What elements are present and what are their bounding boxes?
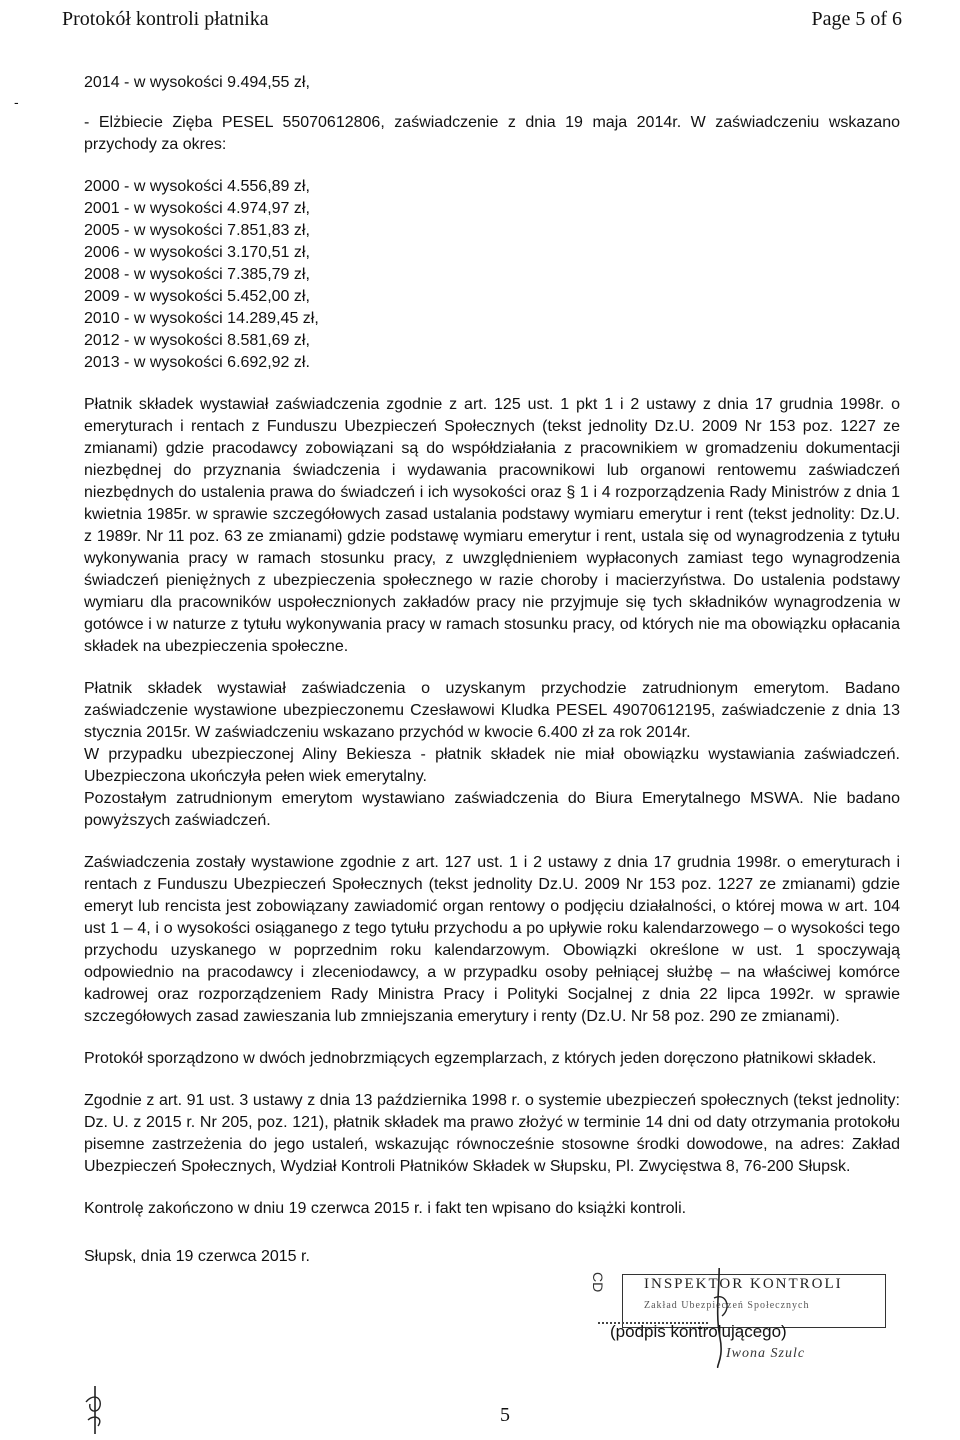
continuation-line: 2014 - w wysokości 9.494,55 zł, (84, 74, 310, 91)
handwritten-signature (598, 1268, 902, 1368)
paragraph-control-end: Kontrolę zakończono w dniu 19 czerwca 2015 r. i fakt ten wpisano do książki kontroli. (84, 1200, 687, 1217)
list-item: 2008 - w wysokości 7.385,79 zł, (84, 266, 310, 283)
document-body (84, 72, 900, 1288)
list-item: 2001 - w wysokości 4.974,97 zł, (84, 200, 310, 217)
certificate-block (84, 112, 900, 374)
margin-mark: - (14, 94, 19, 110)
inspector-signature-block (598, 1268, 902, 1368)
list-item: 2005 - w wysokości 7.851,83 zł, (84, 222, 310, 239)
page-indicator: Page 5 of 6 (811, 8, 902, 30)
place-and-date: Słupsk, dnia 19 czerwca 2015 r. (84, 1248, 310, 1265)
paragraph-pensioner-certificates: Płatnik składek wystawiał zaświadczenia o uzyskanym przychodzie zatrudnionym emerytom. Badano zaświadczenie wystawione ubezpieczonemu Czesławowi Kludka PESEL 49070612195, zaświadczenie z dnia 13 stycznia 2015r. W zaświadczeniu wskazano przychód w kwocie 6.400 zł za rok 2014r. W przypadku ubezpieczonej Aliny Bekiesza - płatnik składek nie miał obowiązku wystawiania zaświadczeń. Ubezpieczona ukończyła pełen wiek emerytalny. Pozostałym zatrudnionym emerytom wystawiano zaświadczenia do Biura Emerytalnego MSWA. Nie badano powyższych zaświadczeń. (84, 680, 900, 829)
stamp-title: INSPEKTOR KONTROLI (644, 1276, 843, 1292)
list-item: 2010 - w wysokości 14.289,45 zł, (84, 310, 319, 327)
paragraph-certificates-compliance: Zaświadczenia zostały wystawione zgodnie z art. 127 ust. 1 i 2 ustawy z dnia 17 grudnia 1998r. o emeryturach i rentach z Funduszu Ubezpieczeń Społecznych (tekst jednolity Dz.U. 2009 Nr 153 poz. 1227 ze zmianami) gdzie emeryt lub rencista jest zobowiązany zawiadomić organ rentowy o podjęciu działalności, o której mowa w art. 104 ust 1 – 4, i o wysokości osiąganego z tego tytułu przychodu a po upływie roku kalendarzowego – o wysokości tego przychodu uzyskanego w poprzednim roku kalendarzowym. Obowiązki określone w ust. 1 spoczywają odpowiednio na pracodawcy i zleceniodawcy, a w przypadku osoby pełniącej służbę – na właściwej komórce kadrowej oraz rozporządzeniem Rady Ministra Pracy i Polityki Socjalnej z dnia 22 lipca 1992r. w sprawie szczegółowych zasad zawieszania lub zmniejszania emerytury i renty (Dz.U. Nr 58 poz. 290 ze zmianami). (84, 854, 900, 1025)
list-item: 2009 - w wysokości 5.452,00 zł, (84, 288, 310, 305)
certificate-intro: - Elżbiecie Zięba PESEL 55070612806, zaświadczenie z dnia 19 maja 2014r. W zaświadczeniu wskazano przychody za okres: (84, 114, 900, 153)
list-item: 2006 - w wysokości 3.170,51 zł, (84, 244, 310, 261)
list-item: 2000 - w wysokości 4.556,89 zł, (84, 178, 310, 195)
paragraph-legal-basis: Płatnik składek wystawiał zaświadczenia zgodnie z art. 125 ust. 1 pkt 1 i 2 ustawy z dnia 17 grudnia 1998r. o emeryturach i rentach z Funduszu Ubezpieczeń Społecznych (tekst jednolity Dz.U. 2009 Nr 153 poz. 1227 ze zmianami) gdzie pracodawcy zobowiązani są do współdziałania z pracownikiem w gromadzeniu dokumentacji niezbędnej do przyznania świadczenia i wydawania pracownikowi lub organowi rentowemu zaświadczeń niezbędnych do ustalenia prawa do świadczeń i ich wysokości oraz § 1 i 4 rozporządzenia Rady Ministrów z dnia 1 kwietnia 1985r. w sprawie szczegółowych zasad ustalania podstawy wymiaru emerytur i rent (tekst jednolity: Dz.U. z 1989r. Nr 11 poz. 63 ze zmianami) gdzie podstawę wymiaru emerytur i rent, ustala się od wynagrodzenia z tytułu wykonywania pracy w ramach stosunku pracy, z uwzględnieniem wypłaconych zamiast tego wynagrodzenia świadczeń pieniężnych z ubezpieczenia społecznego w razie choroby i macierzyństwa. Do ustalenia podstawy wymiaru dla pracowników uspołecznionych zakładów pracy nie przyjmuje się tych składników wynagrodzenia w gotówce i w naturze z tytułu wykonywania pracy w ramach stosunku pracy, od których nie ma obowiązku opłacania składek na ubezpieczenia społeczne. (84, 396, 900, 655)
income-periods-list (84, 176, 900, 374)
list-item: 2012 - w wysokości 8.581,69 zł, (84, 332, 310, 349)
inspector-name: Iwona Szulc (726, 1346, 806, 1361)
stamp-side-mark: CD (590, 1272, 606, 1293)
paragraph-protocol-copies: Protokół sporządzono w dwóch jednobrzmiących egzemplarzach, z których jeden doręczono płatnikowi składek. (84, 1050, 877, 1067)
stamp-subtitle: Zakład Ubezpieczeń Społecznych (644, 1300, 810, 1311)
list-item: 2013 - w wysokości 6.692,92 zł. (84, 354, 310, 371)
paragraph-objection-rights: Zgodnie z art. 91 ust. 3 ustawy z dnia 13 października 1998 r. o systemie ubezpieczeń społecznych (tekst jednolity: Dz. U. z 2015 r. Nr 205, poz. 121), płatnik składek ma prawo złożyć w terminie 14 dni od daty otrzymania protokołu pisemne zastrzeżenia do jego ustaleń, wskazując równocześnie stosowne środki dowodowe, na adres: Zakład Ubezpieczeń Społecznych, Wydział Kontroli Płatników Składek w Słupsku, Pl. Zwycięstwa 8, 76-200 Słupsk. (84, 1092, 900, 1175)
page-number: 5 (500, 1404, 510, 1426)
signature-caption: (podpis kontrolującego) (610, 1322, 787, 1341)
document-header-title: Protokół kontroli płatnika (62, 8, 269, 30)
paraph-initials (82, 1384, 108, 1436)
